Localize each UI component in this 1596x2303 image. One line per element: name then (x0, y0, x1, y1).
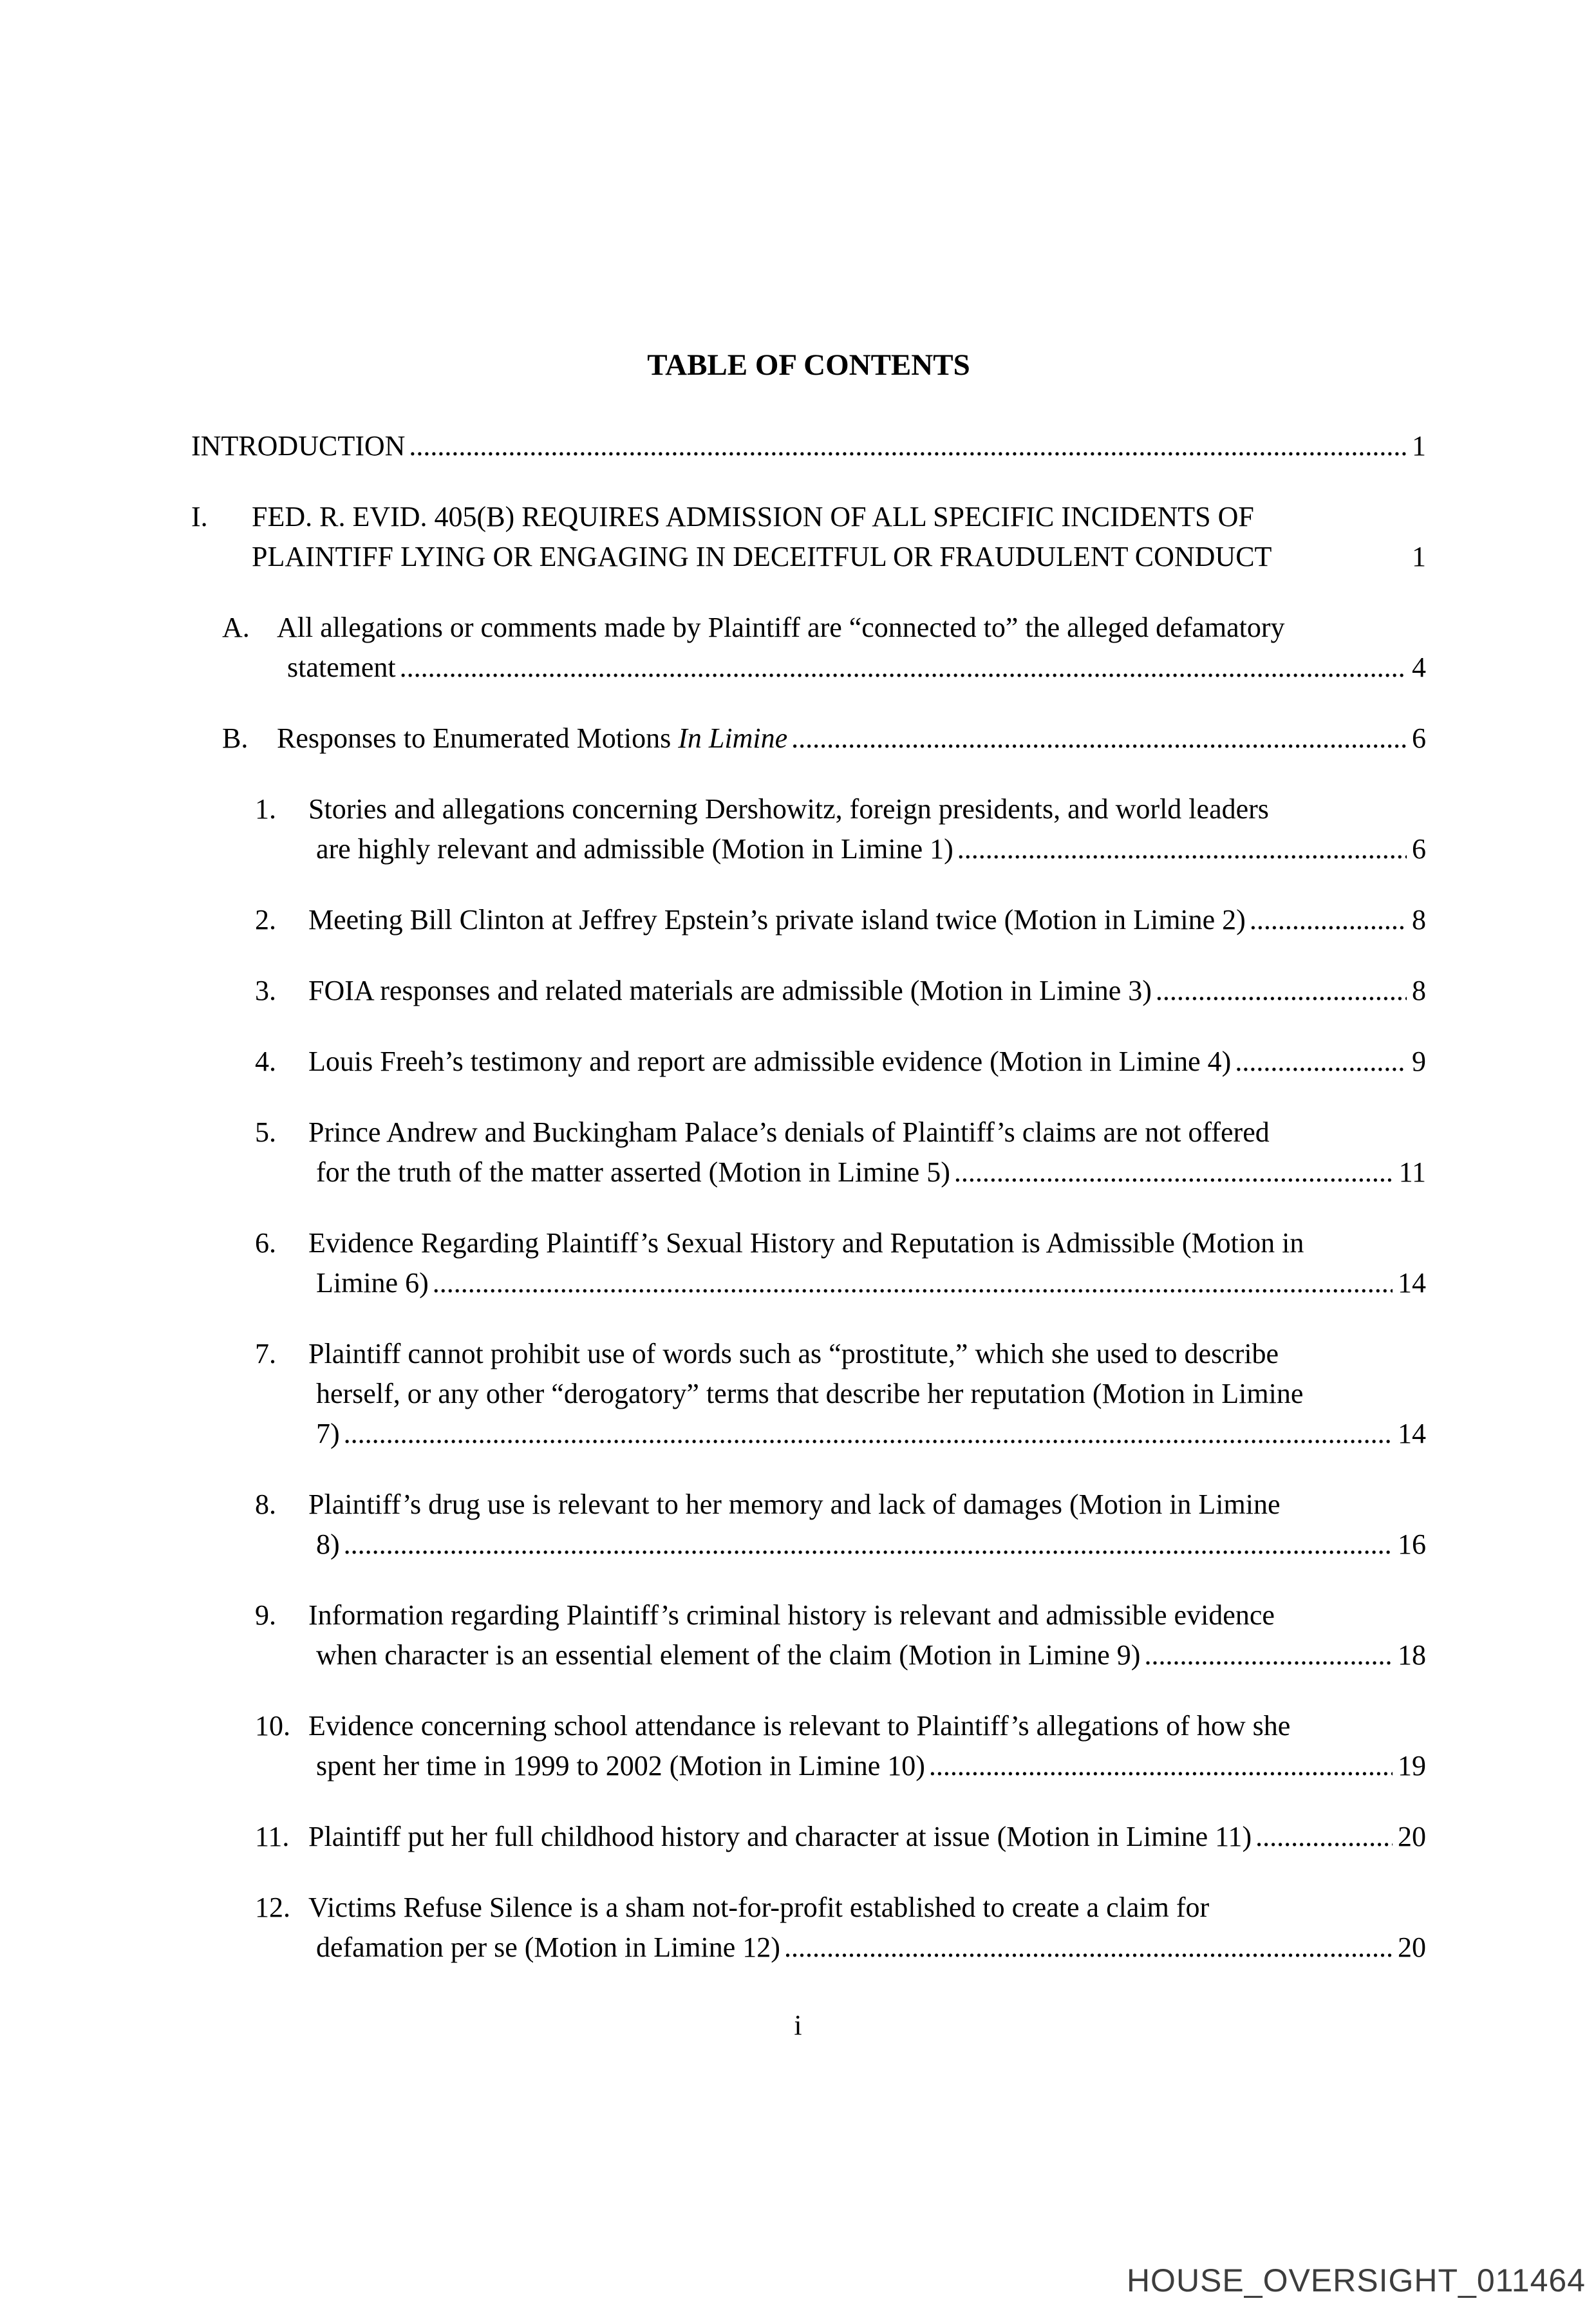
toc-entry-text: PLAINTIFF LYING OR ENGAGING IN DECEITFUL OR FRAUDULENT CONDUCT (252, 541, 1272, 572)
toc-page-number: 8 (1412, 904, 1426, 935)
toc-page-number: 1 (1412, 430, 1426, 462)
toc-entry-text-italic: In Limine (678, 722, 788, 754)
toc-entry-text: herself, or any other “derogatory” terms that describe her reputation (Motion in Limine (316, 1378, 1304, 1409)
dot-leader (791, 719, 1407, 758)
table-of-contents (191, 348, 1426, 1998)
page-title: TABLE OF CONTENTS (647, 348, 970, 382)
toc-entry-marker: 11. (255, 1821, 290, 1852)
toc-entry-marker: 5. (255, 1116, 276, 1148)
toc-page-number: 16 (1398, 1528, 1426, 1560)
toc-entry-line (308, 1525, 1426, 1565)
toc-entry-line (308, 1635, 1426, 1675)
toc-entry-text: Evidence Regarding Plaintiff’s Sexual History and Reputation is Admissible (Motion in (308, 1227, 1304, 1259)
toc-entry (191, 789, 1426, 869)
dot-leader (409, 426, 1407, 466)
toc-page-number: 20 (1398, 1821, 1426, 1852)
toc-entry-line (308, 1595, 1426, 1635)
toc-entry (191, 426, 1426, 466)
toc-entry-line (252, 497, 1426, 537)
toc-entry (191, 1334, 1426, 1454)
dot-leader (929, 1746, 1393, 1786)
toc-entry-line (277, 719, 1426, 758)
toc-entry-line (308, 1928, 1426, 1968)
dot-leader (1144, 1635, 1393, 1675)
toc-entry (191, 719, 1426, 758)
dot-leader (1156, 971, 1407, 1011)
toc-entry-marker: 9. (255, 1599, 276, 1631)
toc-entry-text: defamation per se (Motion in Limine 12) (316, 1932, 780, 1963)
toc-entry-text: Information regarding Plaintiff’s criminal history is relevant and admissible evidence (308, 1599, 1275, 1631)
toc-entry-marker: 8. (255, 1489, 276, 1520)
toc-entry-marker: 1. (255, 793, 276, 825)
toc-entry-text: Stories and allegations concerning Dershowitz, foreign presidents, and world leaders (308, 793, 1269, 825)
toc-entry-marker: 7. (255, 1338, 276, 1369)
toc-entry-marker: 10. (255, 1710, 290, 1742)
toc-page-number: 1 (1412, 541, 1426, 572)
toc-entry-line (308, 1113, 1426, 1152)
toc-page-number: 8 (1412, 975, 1426, 1006)
toc-entry-line (308, 789, 1426, 829)
toc-page-number: 4 (1412, 652, 1426, 683)
dot-leader (957, 829, 1407, 869)
toc-entry (191, 1485, 1426, 1565)
toc-page-number: 20 (1398, 1932, 1426, 1963)
dot-leader (400, 648, 1407, 688)
toc-entry-marker: 4. (255, 1046, 276, 1077)
toc-entry-text: 8) (316, 1528, 340, 1560)
toc-entry-line (252, 537, 1426, 577)
toc-page-number: 14 (1398, 1418, 1426, 1449)
dot-leader (1235, 1042, 1407, 1082)
toc-entry-line (308, 829, 1426, 869)
toc-entry-text: statement (287, 652, 396, 683)
toc-entry-text: for the truth of the matter asserted (Motion in Limine 5) (316, 1156, 950, 1188)
toc-entry-text: spent her time in 1999 to 2002 (Motion in Limine 10) (316, 1750, 925, 1781)
toc-entry-text: 7) (316, 1418, 340, 1449)
toc-entry-line (308, 1888, 1426, 1928)
toc-entry-line (308, 1746, 1426, 1786)
toc-page-number: 11 (1398, 1156, 1426, 1188)
toc-entry-line (308, 1374, 1426, 1414)
toc-entry-text: Louis Freeh’s testimony and report are admissible evidence (Motion in Limine 4) (308, 1046, 1232, 1077)
toc-entry-line (308, 1414, 1426, 1454)
toc-entry-line (308, 1485, 1426, 1525)
toc-entry (191, 900, 1426, 940)
toc-entries (191, 426, 1426, 1968)
toc-page-number: 14 (1398, 1267, 1426, 1299)
toc-entry-marker: A. (222, 612, 250, 643)
toc-entry-text: Plaintiff put her full childhood history and character at issue (Motion in Limine 11) (308, 1821, 1252, 1852)
toc-page-number: 6 (1412, 833, 1426, 865)
dot-leader (954, 1152, 1394, 1192)
toc-entry-text: Prince Andrew and Buckingham Palace’s denials of Plaintiff’s claims are not offered (308, 1116, 1270, 1148)
toc-entry-text: Victims Refuse Silence is a sham not-for-profit established to create a claim for (308, 1892, 1210, 1923)
toc-entry-line (308, 1817, 1426, 1857)
dot-leader (1255, 1817, 1393, 1857)
toc-page-number: 6 (1412, 722, 1426, 754)
toc-entry-line (308, 900, 1426, 940)
toc-entry-line (191, 426, 1426, 466)
toc-entry-text: FED. R. EVID. 405(B) REQUIRES ADMISSION OF ALL SPECIFIC INCIDENTS OF (252, 501, 1254, 532)
toc-entry (191, 1113, 1426, 1192)
dot-leader (784, 1928, 1393, 1968)
toc-entry-text: when character is an essential element of the claim (Motion in Limine 9) (316, 1639, 1141, 1671)
toc-entry (191, 1595, 1426, 1675)
toc-entry (191, 1223, 1426, 1303)
toc-entry-marker: 12. (255, 1892, 290, 1923)
toc-entry-text: Meeting Bill Clinton at Jeffrey Epstein’s private island twice (Motion in Limine 2) (308, 904, 1246, 935)
dot-leader (344, 1525, 1393, 1565)
toc-entry (191, 497, 1426, 577)
toc-entry-line (308, 971, 1426, 1011)
dot-leader (344, 1414, 1393, 1454)
toc-entry-marker: B. (222, 722, 249, 754)
toc-entry-text-segment: Responses to Enumerated Motions (277, 722, 679, 754)
toc-page-number: 18 (1398, 1639, 1426, 1671)
toc-entry-line (308, 1223, 1426, 1263)
toc-entry-line (277, 608, 1426, 648)
toc-entry (191, 1888, 1426, 1968)
toc-entry-text: INTRODUCTION (191, 430, 406, 462)
toc-entry-marker: 6. (255, 1227, 276, 1259)
footer-page-number: i (794, 2009, 802, 2041)
toc-page-number: 9 (1412, 1046, 1426, 1077)
toc-entry (191, 971, 1426, 1011)
toc-entry-line (308, 1706, 1426, 1746)
toc-entry-marker: 2. (255, 904, 276, 935)
toc-entry-line (308, 1152, 1426, 1192)
toc-entry-text: Plaintiff’s drug use is relevant to her memory and lack of damages (Motion in Limine (308, 1489, 1281, 1520)
toc-entry-line (277, 648, 1426, 688)
toc-entry-text: FOIA responses and related materials are admissible (Motion in Limine 3) (308, 975, 1152, 1006)
toc-entry-text: are highly relevant and admissible (Motion in Limine 1) (316, 833, 953, 865)
bates-stamp: HOUSE_OVERSIGHT_011464 (1126, 2262, 1586, 2298)
toc-entry (191, 1706, 1426, 1786)
toc-entry-marker: I. (191, 501, 208, 532)
toc-entry-text: Plaintiff cannot prohibit use of words such as “prostitute,” which she used to describe (308, 1338, 1279, 1369)
dot-leader (1250, 900, 1407, 940)
toc-entry (191, 1042, 1426, 1082)
toc-entry-text (277, 719, 787, 758)
toc-entry-line (308, 1042, 1426, 1082)
toc-entry (191, 608, 1426, 688)
toc-entry-text: Evidence concerning school attendance is relevant to Plaintiff’s allegations of how she (308, 1710, 1291, 1742)
toc-entry-line (308, 1334, 1426, 1374)
toc-entry-text: All allegations or comments made by Plaintiff are “connected to” the alleged defamatory (277, 612, 1285, 643)
toc-entry-marker: 3. (255, 975, 276, 1006)
toc-entry-text: Limine 6) (316, 1267, 429, 1299)
toc-entry (191, 1817, 1426, 1857)
toc-page-number: 19 (1398, 1750, 1426, 1781)
toc-entry-line (308, 1263, 1426, 1303)
dot-leader (433, 1263, 1393, 1303)
